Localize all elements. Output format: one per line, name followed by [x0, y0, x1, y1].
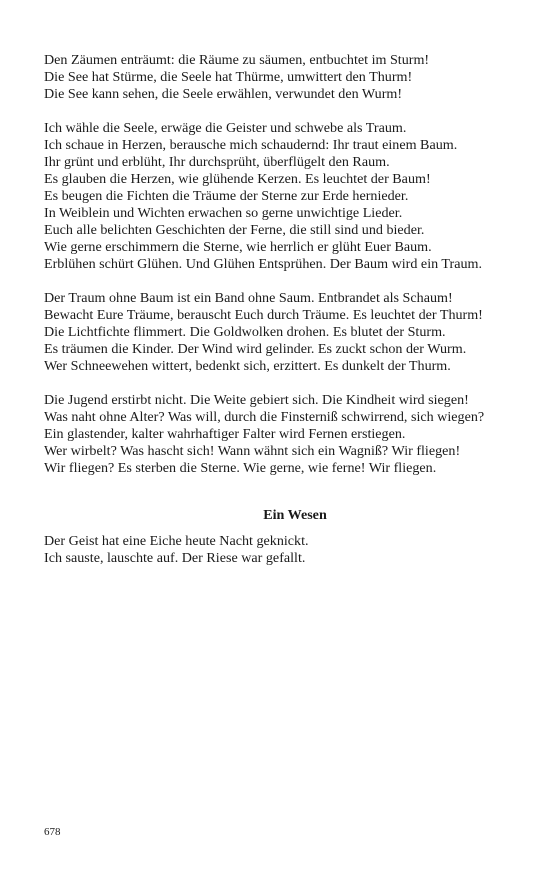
verse-line: Der Traum ohne Baum ist ein Band ohne Saum. Entbrandet als Schaum!: [44, 290, 453, 306]
poem-title: Ein Wesen: [263, 507, 327, 523]
verse-line: Der Geist hat eine Eiche heute Nacht geknickt.: [44, 533, 309, 549]
verse-line: Es glauben die Herzen, wie glühende Kerzen. Es leuchtet der Baum!: [44, 171, 431, 187]
verse-line: Euch alle belichten Geschichten der Ferne, die still sind und bieder.: [44, 222, 425, 238]
verse-line: Die Jugend erstirbt nicht. Die Weite gebiert sich. Die Kindheit wird siegen!: [44, 392, 469, 408]
verse-line: Wer Schneewehen wittert, bedenkt sich, erzittert. Es dunkelt der Thurm.: [44, 358, 451, 374]
verse-line: Den Zäumen enträumt: die Räume zu säumen, entbuchtet im Sturm!: [44, 52, 430, 68]
poem-page: [44, 52, 506, 584]
verse-line: Erblühen schürt Glühen. Und Glühen Entsprühen. Der Baum wird ein Traum.: [44, 256, 483, 272]
stanza-4: [44, 392, 506, 477]
verse-line: Ein glastender, kalter wahrhaftiger Falter wird Fernen erstiegen.: [44, 426, 406, 442]
verse-line: Die See hat Stürme, die Seele hat Thürme, umwittert den Thurm!: [44, 69, 413, 85]
verse-line: Es träumen die Kinder. Der Wind wird gelinder. Es zuckt schon der Wurm.: [44, 341, 467, 357]
verse-line: Ich wähle die Seele, erwäge die Geister und schwebe als Traum.: [44, 120, 407, 136]
poem2-stanza: [44, 533, 506, 567]
verse-line: Wir fliegen? Es sterben die Sterne. Wie gerne, wie ferne! Wir fliegen.: [44, 460, 437, 476]
verse-line: Bewacht Eure Träume, berauscht Euch durch Träume. Es leuchtet der Thurm!: [44, 307, 483, 323]
page-number: 678: [44, 826, 61, 838]
verse-line: Es beugen die Fichten die Träume der Sterne zur Erde hernieder.: [44, 188, 409, 204]
verse-line: Ich sauste, lauschte auf. Der Riese war gefallt.: [44, 550, 306, 566]
stanza-1: [44, 52, 506, 103]
verse-line: Ich schaue in Herzen, berausche mich schaudernd: Ihr traut einem Baum.: [44, 137, 458, 153]
verse-line: Wer wirbelt? Was hascht sich! Wann wähnt sich ein Wagniß? Wir fliegen!: [44, 443, 461, 459]
verse-line: Was naht ohne Alter? Was will, durch die Finsterniß schwirrend, sich wiegen?: [44, 409, 485, 425]
verse-line: In Weiblein und Wichten erwachen so gerne unwichtige Lieder.: [44, 205, 403, 221]
verse-line: Die Lichtfichte flimmert. Die Goldwolken drohen. Es blutet der Sturm.: [44, 324, 446, 340]
stanza-3: [44, 290, 506, 375]
verse-line: Ihr grünt und erblüht, Ihr durchsprüht, überflügelt den Raum.: [44, 154, 390, 170]
verse-line: Wie gerne erschimmern die Sterne, wie herrlich er glüht Euer Baum.: [44, 239, 432, 255]
stanza-2: [44, 120, 506, 273]
verse-line: Die See kann sehen, die Seele erwählen, verwundet den Wurm!: [44, 86, 403, 102]
